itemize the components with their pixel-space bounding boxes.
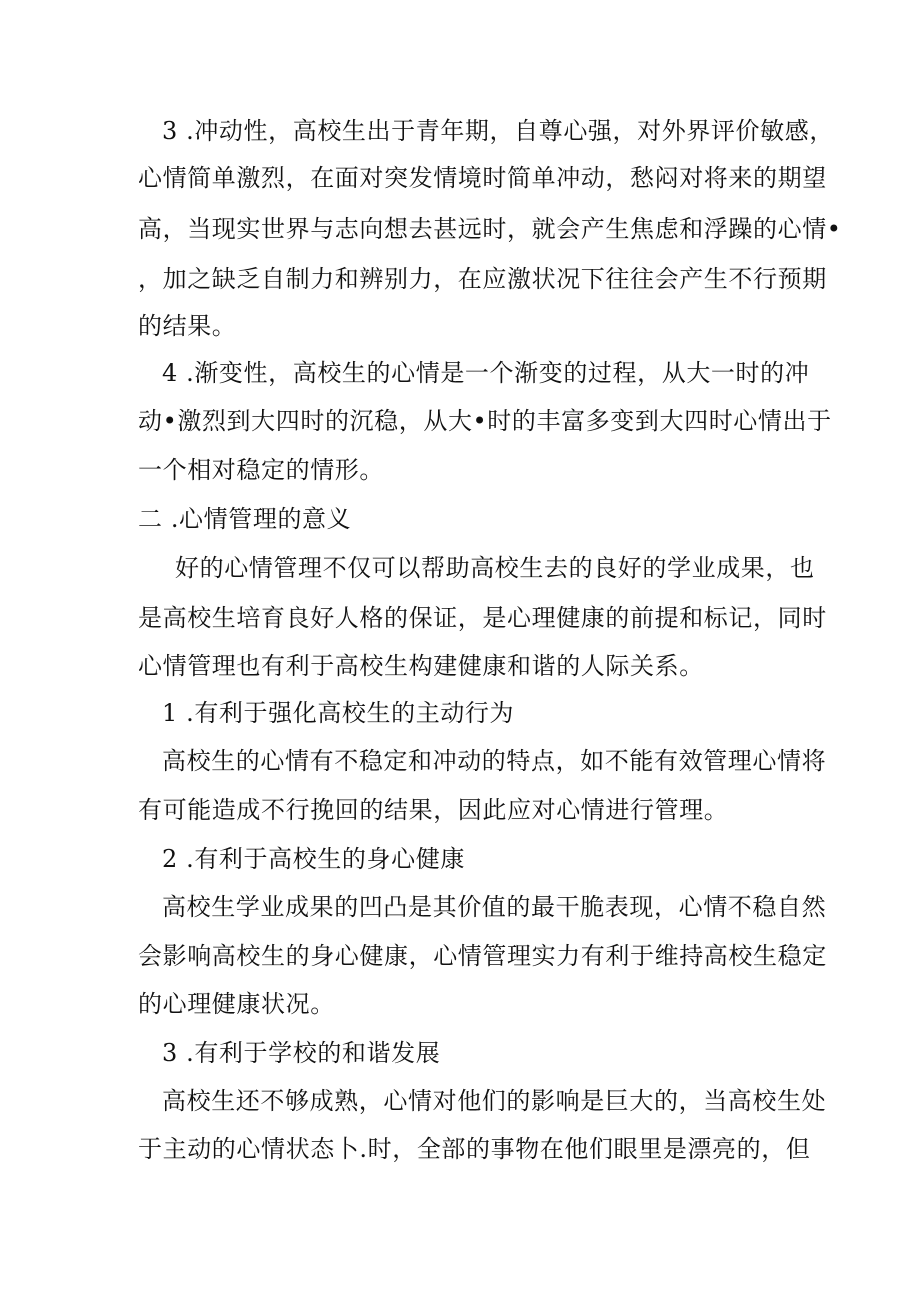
text-line: 一个相对稳定的情形。 — [138, 456, 384, 484]
subheading: 3 .有利于学校的和谐发展 — [162, 1039, 441, 1067]
subheading: 1 .有利于强化高校生的主动行为 — [162, 699, 515, 727]
text-line: 心情简单激烈，在面对突发情境时简单冲动，愁闷对将来的期望 — [138, 164, 827, 192]
text-line: 高校生还不够成熟，心情对他们的影响是巨大的，当高校生处 — [162, 1087, 827, 1115]
section-heading: 二 .心情管理的意义 — [138, 505, 352, 533]
text-line: 高，当现实世界与志向想去甚远时，就会产生焦虑和浮躁的心情• — [138, 215, 842, 243]
text-line: 是高校生培育良好人格的保证，是心理健康的前提和标记，同时 — [138, 604, 827, 632]
text-line: 高校生学业成果的凹凸是其价值的最干脆表现，心情不稳自然 — [162, 893, 827, 921]
text-line: 的结果。 — [138, 312, 237, 340]
text-line: 心情管理也有利于高校生构建健康和谐的人际关系。 — [138, 652, 704, 680]
text-line: 的心理健康状况。 — [138, 990, 335, 1018]
text-line: 3 .冲动性，高校生出于青年期，自尊心强，对外界评价敏感， — [162, 117, 834, 145]
text-line: 4 .渐变性，高校生的心情是一个渐变的过程，从大一时的冲 — [162, 359, 810, 387]
text-line: ，加之缺乏自制力和辨别力，在应激状况下往往会产生不行预期 — [138, 265, 827, 293]
text-line: 好的心情管理不仅可以帮助高校生去的良好的学业成果，也 — [175, 554, 815, 582]
text-line: 动•激烈到大四时的沉稳，从大•时的丰富多变到大四时心情出于 — [138, 407, 832, 435]
text-line: 于主动的心情状态卜.时，全部的事物在他们眼里是漂亮的，但 — [138, 1135, 811, 1163]
subheading: 2 .有利于高校生的身心健康 — [162, 845, 465, 873]
text-line: 有可能造成不行挽回的结果，因此应对心情进行管理。 — [138, 796, 729, 824]
text-line: 会影响高校生的身心健康，心情管理实力有利于维持高校生稳定 — [138, 942, 827, 970]
text-line: 高校生的心情有不稳定和冲动的特点，如不能有效管理心情将 — [162, 747, 827, 775]
